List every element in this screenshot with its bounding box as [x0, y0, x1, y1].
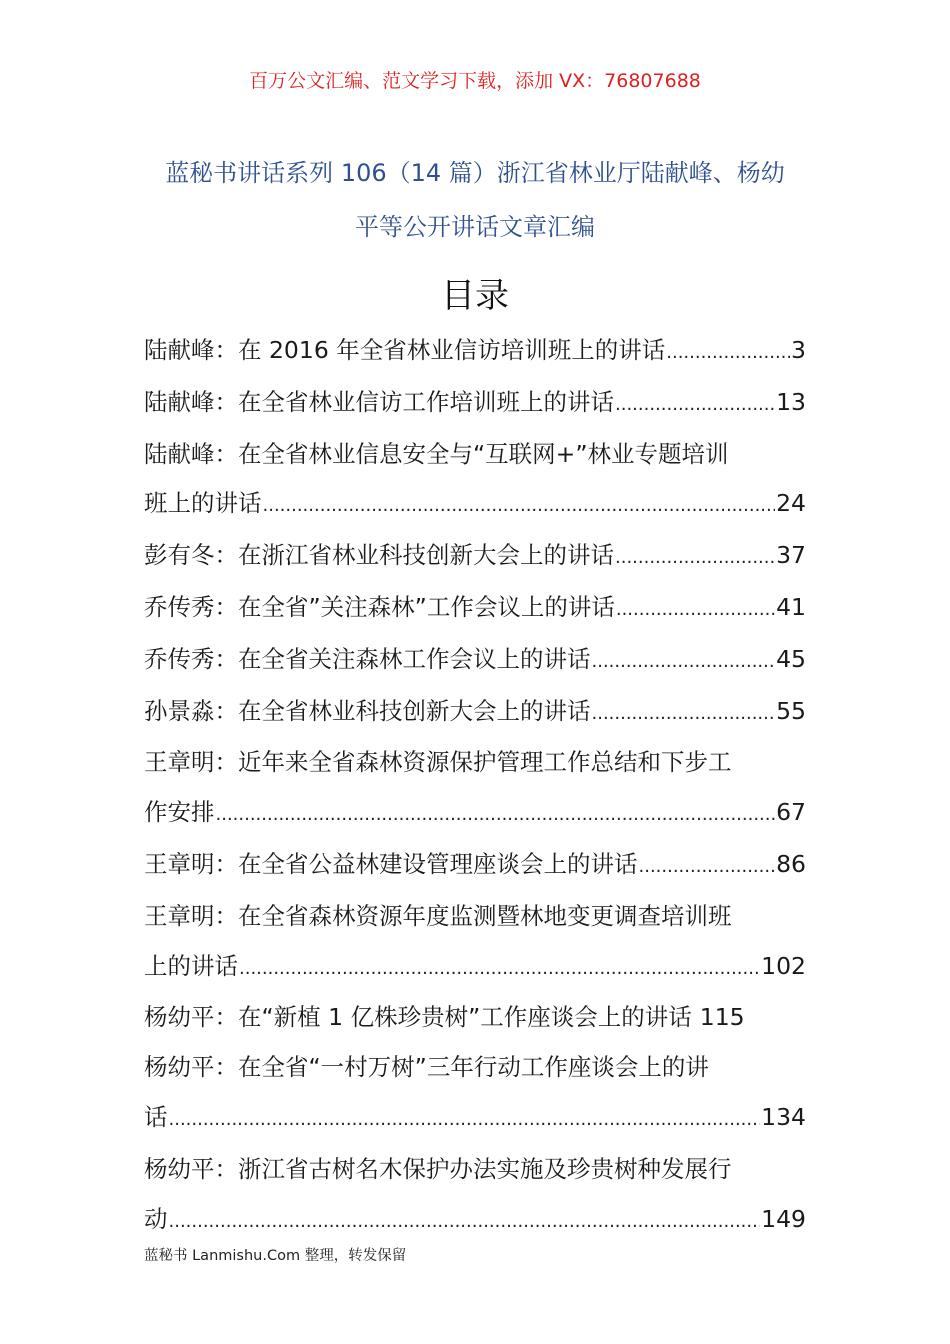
toc-page-number: 55 — [776, 696, 806, 725]
toc-dot-leader — [169, 1095, 761, 1145]
toc-entry-title: 乔传秀：在全省关注森林工作会议上的讲话 — [144, 644, 591, 673]
document-title — [110, 146, 840, 254]
toc-entry[interactable] — [144, 738, 806, 840]
toc-dot-leader — [216, 790, 776, 840]
toc-entry-title: 动 — [144, 1204, 168, 1233]
toc-dot-leader — [666, 328, 790, 378]
toc-entry[interactable] — [144, 687, 806, 739]
toc-entry-title: 杨幼平：在全省“一村万树”三年行动工作座谈会上的讲 — [144, 1053, 709, 1082]
toc-entry-title: 彭有冬：在浙江省林业科技创新大会上的讲话 — [144, 541, 614, 570]
toc-page-number: 37 — [776, 541, 806, 570]
toc-dot-leader — [616, 585, 775, 635]
toc-page-number: 115 — [699, 1003, 745, 1032]
toc-entry[interactable] — [144, 531, 806, 583]
toc-page-number: 102 — [761, 951, 806, 980]
toc-page-number: 3 — [791, 336, 806, 364]
toc-page-number: 45 — [776, 644, 806, 673]
toc-entry[interactable] — [144, 378, 806, 430]
toc-entry[interactable] — [144, 1043, 806, 1145]
toc-entry-title: 孙景淼：在全省林业科技创新大会上的讲话 — [144, 696, 591, 725]
footer-note: 蓝秘书 Lanmishu.Com 整理，转发保留 — [144, 1248, 407, 1264]
toc-entry[interactable] — [144, 635, 806, 687]
toc-entry[interactable] — [144, 430, 806, 532]
toc-entry-title: 王章明：在全省森林资源年度监测暨林地变更调查培训班 — [144, 901, 732, 930]
toc-dot-leader — [639, 842, 776, 892]
toc-page-number: 67 — [776, 798, 806, 827]
toc-entry-title: 杨幼平：在“新植 1 亿株珍贵树”工作座谈会上的讲话 — [144, 1003, 692, 1032]
table-of-contents — [144, 326, 806, 1246]
toc-page-number: 13 — [776, 387, 806, 416]
toc-entry-title: 杨幼平：浙江省古树名木保护办法实施及珍贵树种发展行 — [144, 1154, 732, 1183]
toc-entry-title: 上的讲话 — [144, 951, 238, 980]
toc-entry-title: 乔传秀：在全省”关注森林”工作会议上的讲话 — [144, 592, 615, 621]
toc-entry-title: 陆献峰：在全省林业信访工作培训班上的讲话 — [144, 387, 614, 416]
toc-entry-title: 王章明：近年来全省森林资源保护管理工作总结和下步工 — [144, 748, 732, 777]
toc-page-number: 134 — [761, 1102, 806, 1131]
toc-entry[interactable] — [144, 840, 806, 892]
toc-entry-title: 陆献峰：在全省林业信息安全与“互联网+”林业专题培训 — [144, 439, 729, 468]
toc-dot-leader — [615, 380, 775, 430]
toc-entry-title: 话 — [144, 1102, 168, 1131]
toc-heading: 目录 — [441, 276, 509, 316]
document-title-line-1: 蓝秘书讲话系列 106（14 篇）浙江省林业厅陆献峰、杨幼 — [165, 159, 785, 187]
toc-entry-title: 王章明：在全省公益林建设管理座谈会上的讲话 — [144, 849, 638, 878]
toc-entry[interactable] — [144, 1145, 806, 1247]
toc-entry[interactable] — [144, 993, 806, 1043]
document-title-line-2: 平等公开讲话文章汇编 — [355, 213, 595, 241]
toc-page-number: 149 — [761, 1204, 806, 1233]
toc-dot-leader — [239, 944, 760, 994]
toc-entry[interactable] — [144, 892, 806, 994]
toc-entry-title: 班上的讲话 — [144, 489, 262, 518]
toc-dot-leader — [592, 637, 776, 687]
toc-dot-leader — [615, 533, 775, 583]
toc-entry[interactable] — [144, 326, 806, 378]
toc-page-number: 86 — [776, 849, 806, 878]
toc-entry[interactable] — [144, 583, 806, 635]
toc-dot-leader — [592, 689, 776, 739]
toc-entry-title: 陆献峰：在 2016 年全省林业信访培训班上的讲话 — [144, 336, 666, 364]
toc-page-number: 24 — [776, 489, 806, 518]
toc-page-number: 41 — [776, 592, 806, 621]
toc-dot-leader — [263, 481, 776, 531]
toc-dot-leader — [169, 1197, 761, 1247]
toc-entry-title: 作安排 — [144, 798, 215, 827]
header-promo-note: 百万公文汇编、范文学习下载，添加 VX：76807688 — [249, 70, 701, 92]
